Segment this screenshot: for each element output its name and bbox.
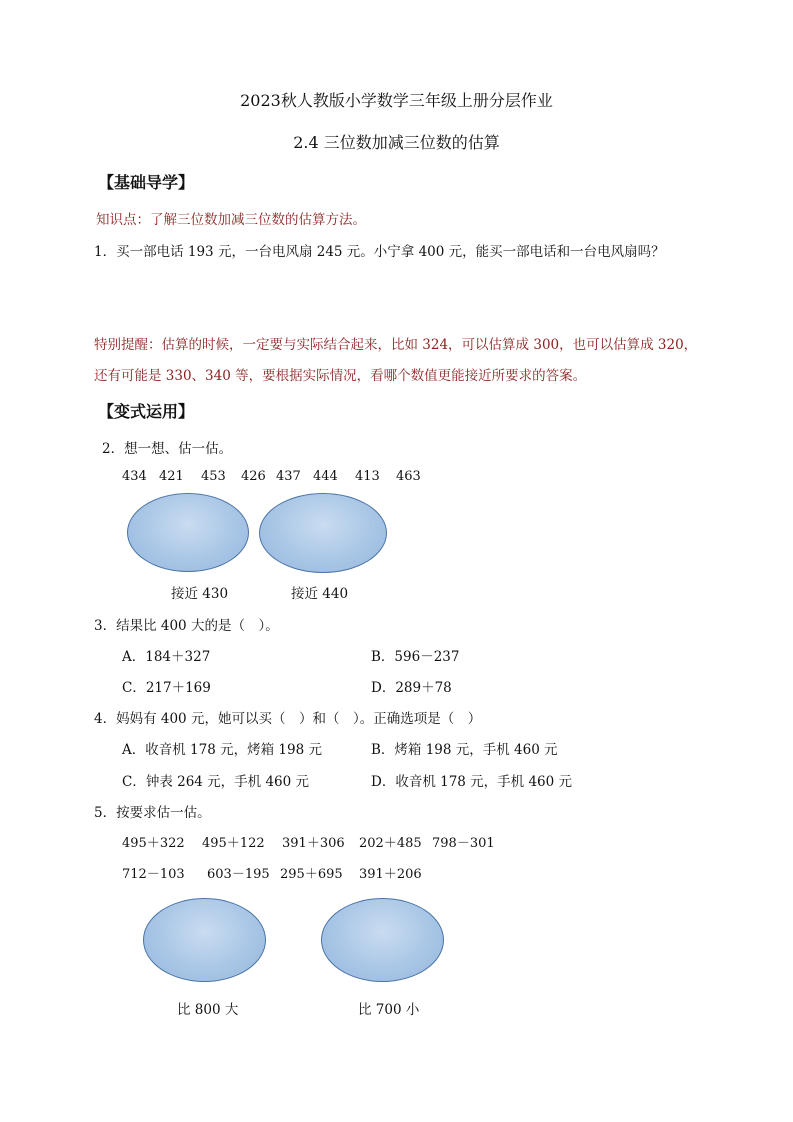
- q2-number: 426: [241, 469, 266, 484]
- q3-option-c[interactable]: C．217＋169: [122, 680, 211, 696]
- section-heading-basic: 【基础导学】: [98, 173, 195, 192]
- q5-expression: 495＋122: [202, 836, 265, 851]
- q3-option-d[interactable]: D．289＋78: [371, 680, 452, 696]
- q4-option-d[interactable]: D．收音机 178 元，手机 460 元: [371, 774, 573, 790]
- ellipse-label: 比 700 小: [358, 1002, 420, 1018]
- q2-number: 413: [355, 469, 380, 484]
- q2-number: 453: [201, 469, 226, 484]
- q3-option-a[interactable]: A．184＋327: [122, 649, 211, 665]
- answer-ellipse[interactable]: [127, 493, 249, 572]
- q5-expression: 391＋206: [359, 867, 422, 882]
- q2-number: 444: [313, 469, 338, 484]
- knowledge-point: 知识点：了解三位数加减三位数的估算方法。: [96, 212, 366, 228]
- q5-expression: 391＋306: [282, 836, 345, 851]
- page-title: 2023秋人教版小学数学三年级上册分层作业: [240, 91, 553, 110]
- question-2: 2．想一想、估一估。: [102, 441, 233, 457]
- q2-number: 434: [122, 469, 147, 484]
- q4-option-a[interactable]: A．收音机 178 元，烤箱 198 元: [122, 742, 322, 758]
- question-3: 3．结果比 400 大的是（ ）。: [94, 618, 279, 634]
- question-1: 1．买一部电话 193 元，一台电风扇 245 元。小宁拿 400 元，能买一部电话和一台电风扇吗？: [94, 244, 665, 260]
- question-5: 5．按要求估一估。: [94, 805, 211, 821]
- ellipse-label: 比 800 大: [177, 1002, 239, 1018]
- answer-ellipse[interactable]: [143, 898, 266, 982]
- q4-option-b[interactable]: B．烤箱 198 元，手机 460 元: [371, 742, 558, 758]
- q5-expression: 712－103: [122, 867, 185, 882]
- tip-line-1: 特别提醒：估算的时候，一定要与实际结合起来，比如 324，可以估算成 300，也可以估算成 320，: [94, 337, 698, 353]
- answer-ellipse[interactable]: [321, 898, 444, 982]
- tip-line-2: 还有可能是 330、340 等，要根据实际情况，看哪个数值更能接近所要求的答案。: [94, 368, 587, 384]
- answer-ellipse[interactable]: [259, 493, 387, 573]
- q5-expression: 202＋485: [359, 836, 422, 851]
- ellipse-label: 接近 430: [171, 586, 229, 602]
- section-heading-practice: 【变式运用】: [98, 402, 195, 421]
- q3-option-b[interactable]: B．596－237: [371, 649, 460, 665]
- q4-option-c[interactable]: C．钟表 264 元，手机 460 元: [122, 774, 310, 790]
- q5-expression: 603－195: [207, 867, 270, 882]
- q5-expression: 798－301: [432, 836, 495, 851]
- lesson-subtitle: 2.4 三位数加减三位数的估算: [293, 133, 500, 152]
- q2-number: 437: [276, 469, 301, 484]
- question-4: 4．妈妈有 400 元，她可以买（ ）和（ ）。正确选项是（ ）: [94, 711, 482, 727]
- ellipse-label: 接近 440: [291, 586, 349, 602]
- q2-number: 421: [159, 469, 184, 484]
- q5-expression: 295＋695: [280, 867, 343, 882]
- q5-expression: 495＋322: [122, 836, 185, 851]
- q2-number: 463: [396, 469, 421, 484]
